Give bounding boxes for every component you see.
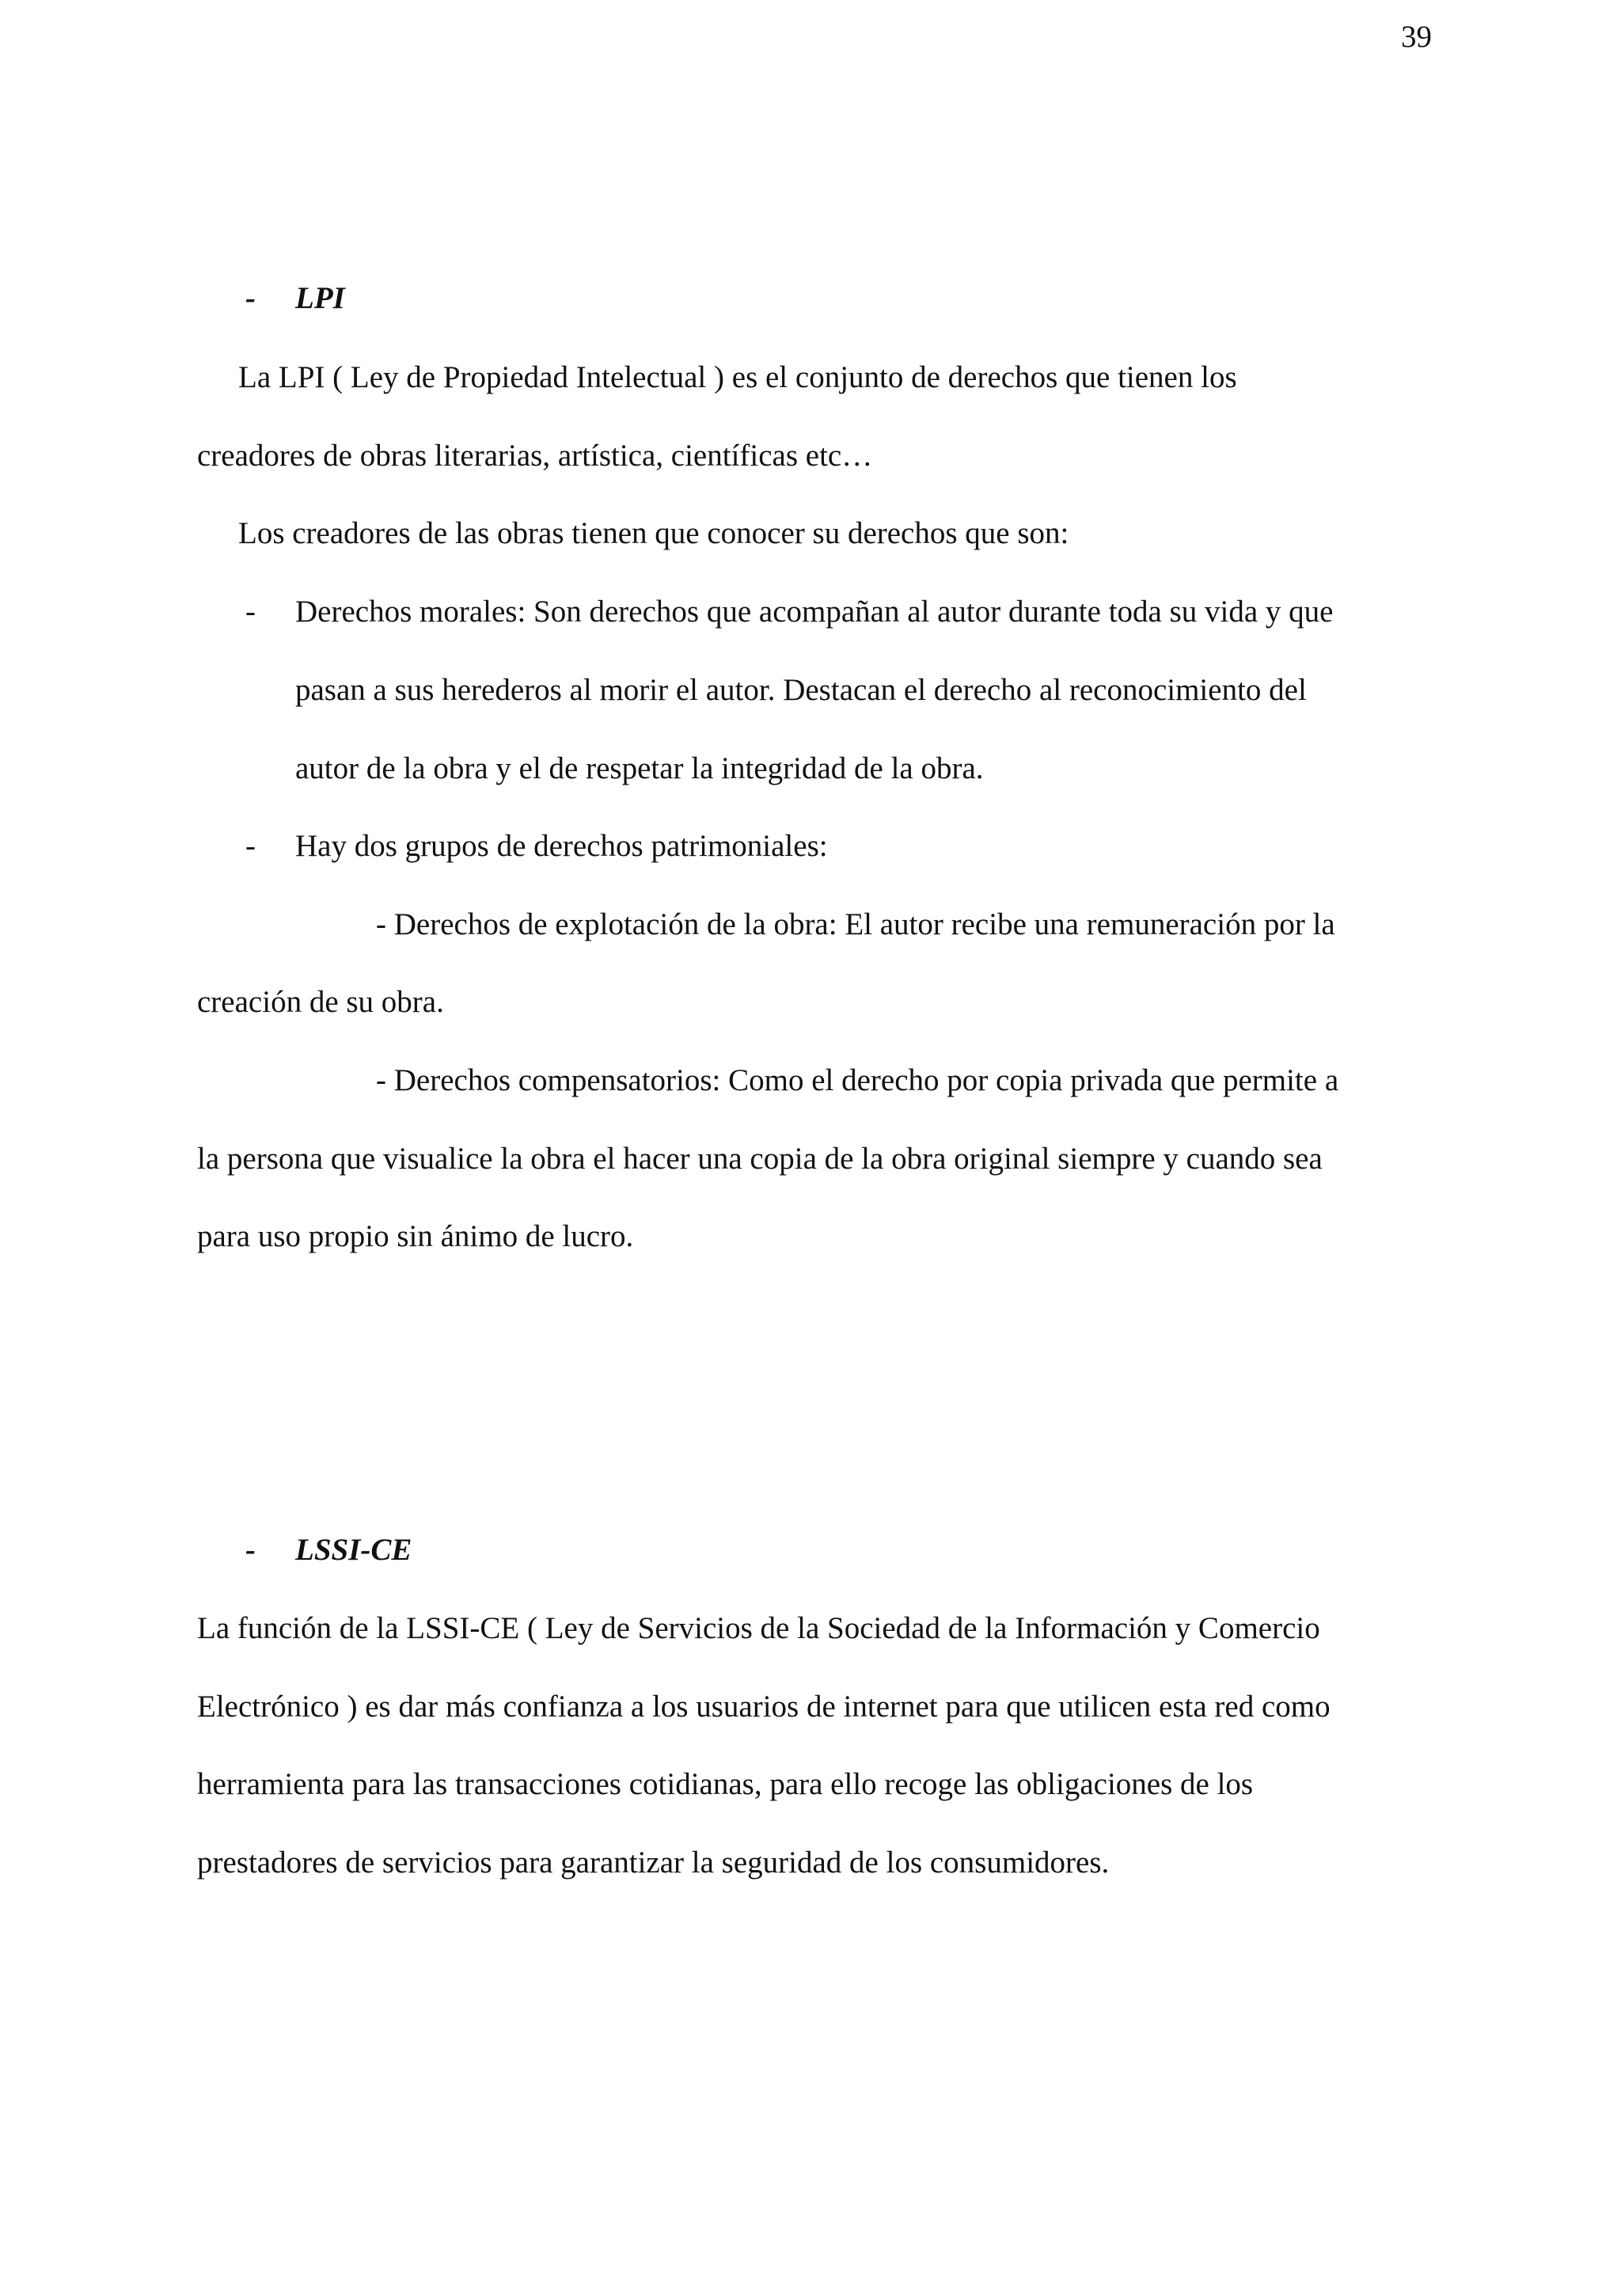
- lssi-paragraph-line-4: prestadores de servicios para garantizar la seguridad de los consumidores.: [197, 1846, 1110, 1880]
- lpi-paragraph-line-2: creadores de obras literarias, artística, científicas etc…: [197, 439, 873, 473]
- lssi-paragraph-line-3: herramienta para las transacciones cotidianas, para ello recoge las obligaciones de los: [197, 1767, 1254, 1801]
- lpi-heading-dash: -: [245, 281, 256, 315]
- exploitation-rights-line-1: - Derechos de explotación de la obra: El autor recibe una remuneración por la: [376, 907, 1335, 941]
- lpi-paragraph-line-1: La LPI ( Ley de Propiedad Intelectual ) es el conjunto de derechos que tienen los: [238, 360, 1237, 394]
- compensatory-rights-line-1: - Derechos compensatorios: Como el derecho por copia privada que permite a: [376, 1063, 1339, 1097]
- bullet-dash-moral-rights: -: [245, 595, 256, 629]
- lssi-heading: LSSI-CE: [295, 1533, 412, 1567]
- lpi-paragraph-line-3: Los creadores de las obras tienen que conocer su derechos que son:: [238, 516, 1069, 550]
- moral-rights-line-1: Derechos morales: Son derechos que acompañan al autor durante toda su vida y que: [295, 595, 1334, 629]
- lssi-heading-dash: -: [245, 1533, 256, 1567]
- compensatory-rights-line-3: para uso propio sin ánimo de lucro.: [197, 1219, 634, 1253]
- page-number: 39: [1401, 20, 1432, 54]
- moral-rights-line-3: autor de la obra y el de respetar la integridad de la obra.: [295, 751, 984, 785]
- lssi-paragraph-line-2: Electrónico ) es dar más confianza a los usuarios de internet para que utilicen esta red como: [197, 1690, 1331, 1724]
- lssi-paragraph-line-1: La función de la LSSI-CE ( Ley de Servicios de la Sociedad de la Información y Comercio: [197, 1611, 1320, 1645]
- patrimonial-rights-line: Hay dos grupos de derechos patrimoniales:: [295, 829, 828, 863]
- compensatory-rights-line-2: la persona que visualice la obra el hacer una copia de la obra original siempre y cuando sea: [197, 1142, 1323, 1176]
- lpi-heading: LPI: [295, 281, 345, 315]
- moral-rights-line-2: pasan a sus herederos al morir el autor. Destacan el derecho al reconocimiento del: [295, 673, 1307, 707]
- exploitation-rights-line-2: creación de su obra.: [197, 985, 444, 1019]
- bullet-dash-patrimonial-rights: -: [245, 829, 256, 863]
